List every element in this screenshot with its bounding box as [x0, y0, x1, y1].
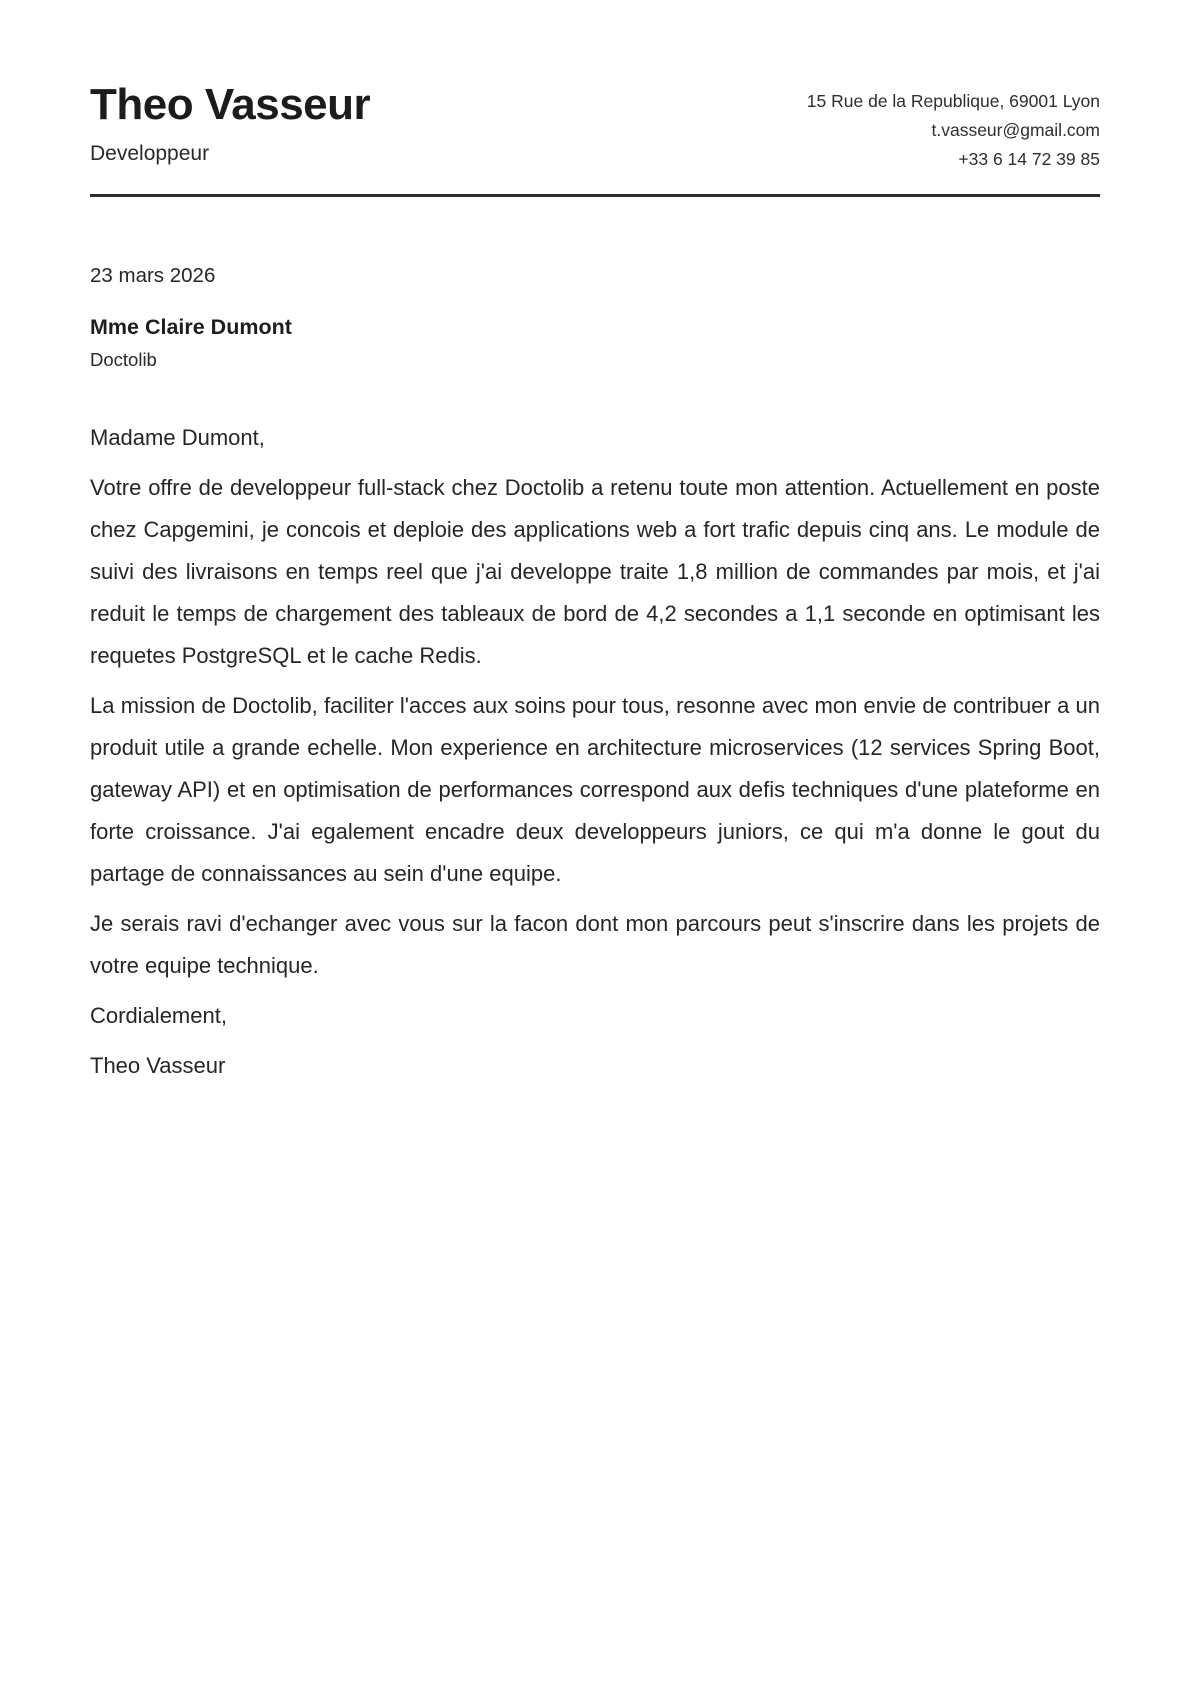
contact-phone: +33 6 14 72 39 85: [958, 149, 1100, 169]
job-title: Developpeur: [90, 142, 210, 165]
letter-body: [90, 261, 1100, 1087]
letter-date: 23 mars 2026: [90, 264, 216, 287]
paragraph-1: Votre offre de developpeur full-stack chez Doctolib a retenu toute mon attention. Actuellement en poste chez Capgemini, je concois et deploie des applications web a fort trafic depuis cinq ans. Le module de suivi des livraisons en temps reel que j'ai developpe traite 1,8 million de commandes par mois, et j'ai reduit le temps de chargement des tableaux de bord de 4,2 secondes a 1,1 seconde en optimisant les requetes PostgreSQL et le cache Redis.: [90, 475, 1100, 668]
recipient-name: Mme Claire Dumont: [90, 315, 292, 339]
recipient-block: [90, 311, 1100, 373]
contact-email: t.vasseur@gmail.com: [931, 120, 1100, 140]
header-divider: [90, 194, 1100, 197]
salutation: Madame Dumont,: [90, 425, 265, 450]
paragraph-3: Je serais ravi d'echanger avec vous sur la facon dont mon parcours peut s'inscrire dans les projets de votre equipe technique.: [90, 911, 1100, 978]
signature: Theo Vasseur: [90, 1053, 226, 1078]
contact-info: [807, 82, 1100, 174]
person-name: Theo Vasseur: [90, 80, 371, 129]
closing: Cordialement,: [90, 1003, 227, 1028]
header: [90, 82, 1100, 174]
recipient-company: Doctolib: [90, 349, 157, 370]
header-identity: [90, 82, 370, 166]
contact-address: 15 Rue de la Republique, 69001 Lyon: [806, 91, 1100, 111]
paragraph-2: La mission de Doctolib, faciliter l'acces aux soins pour tous, resonne avec mon envie de contribuer a un produit utile a grande echelle. Mon experience en architecture microservices (12 services Spring Boot, gateway API) et en optimisation de performances correspond aux defis techniques d'une plateforme en forte croissance. J'ai egalement encadre deux developpeurs juniors, ce qui m'a donne le gout du partage de connaissances au sein d'une equipe.: [90, 693, 1100, 886]
